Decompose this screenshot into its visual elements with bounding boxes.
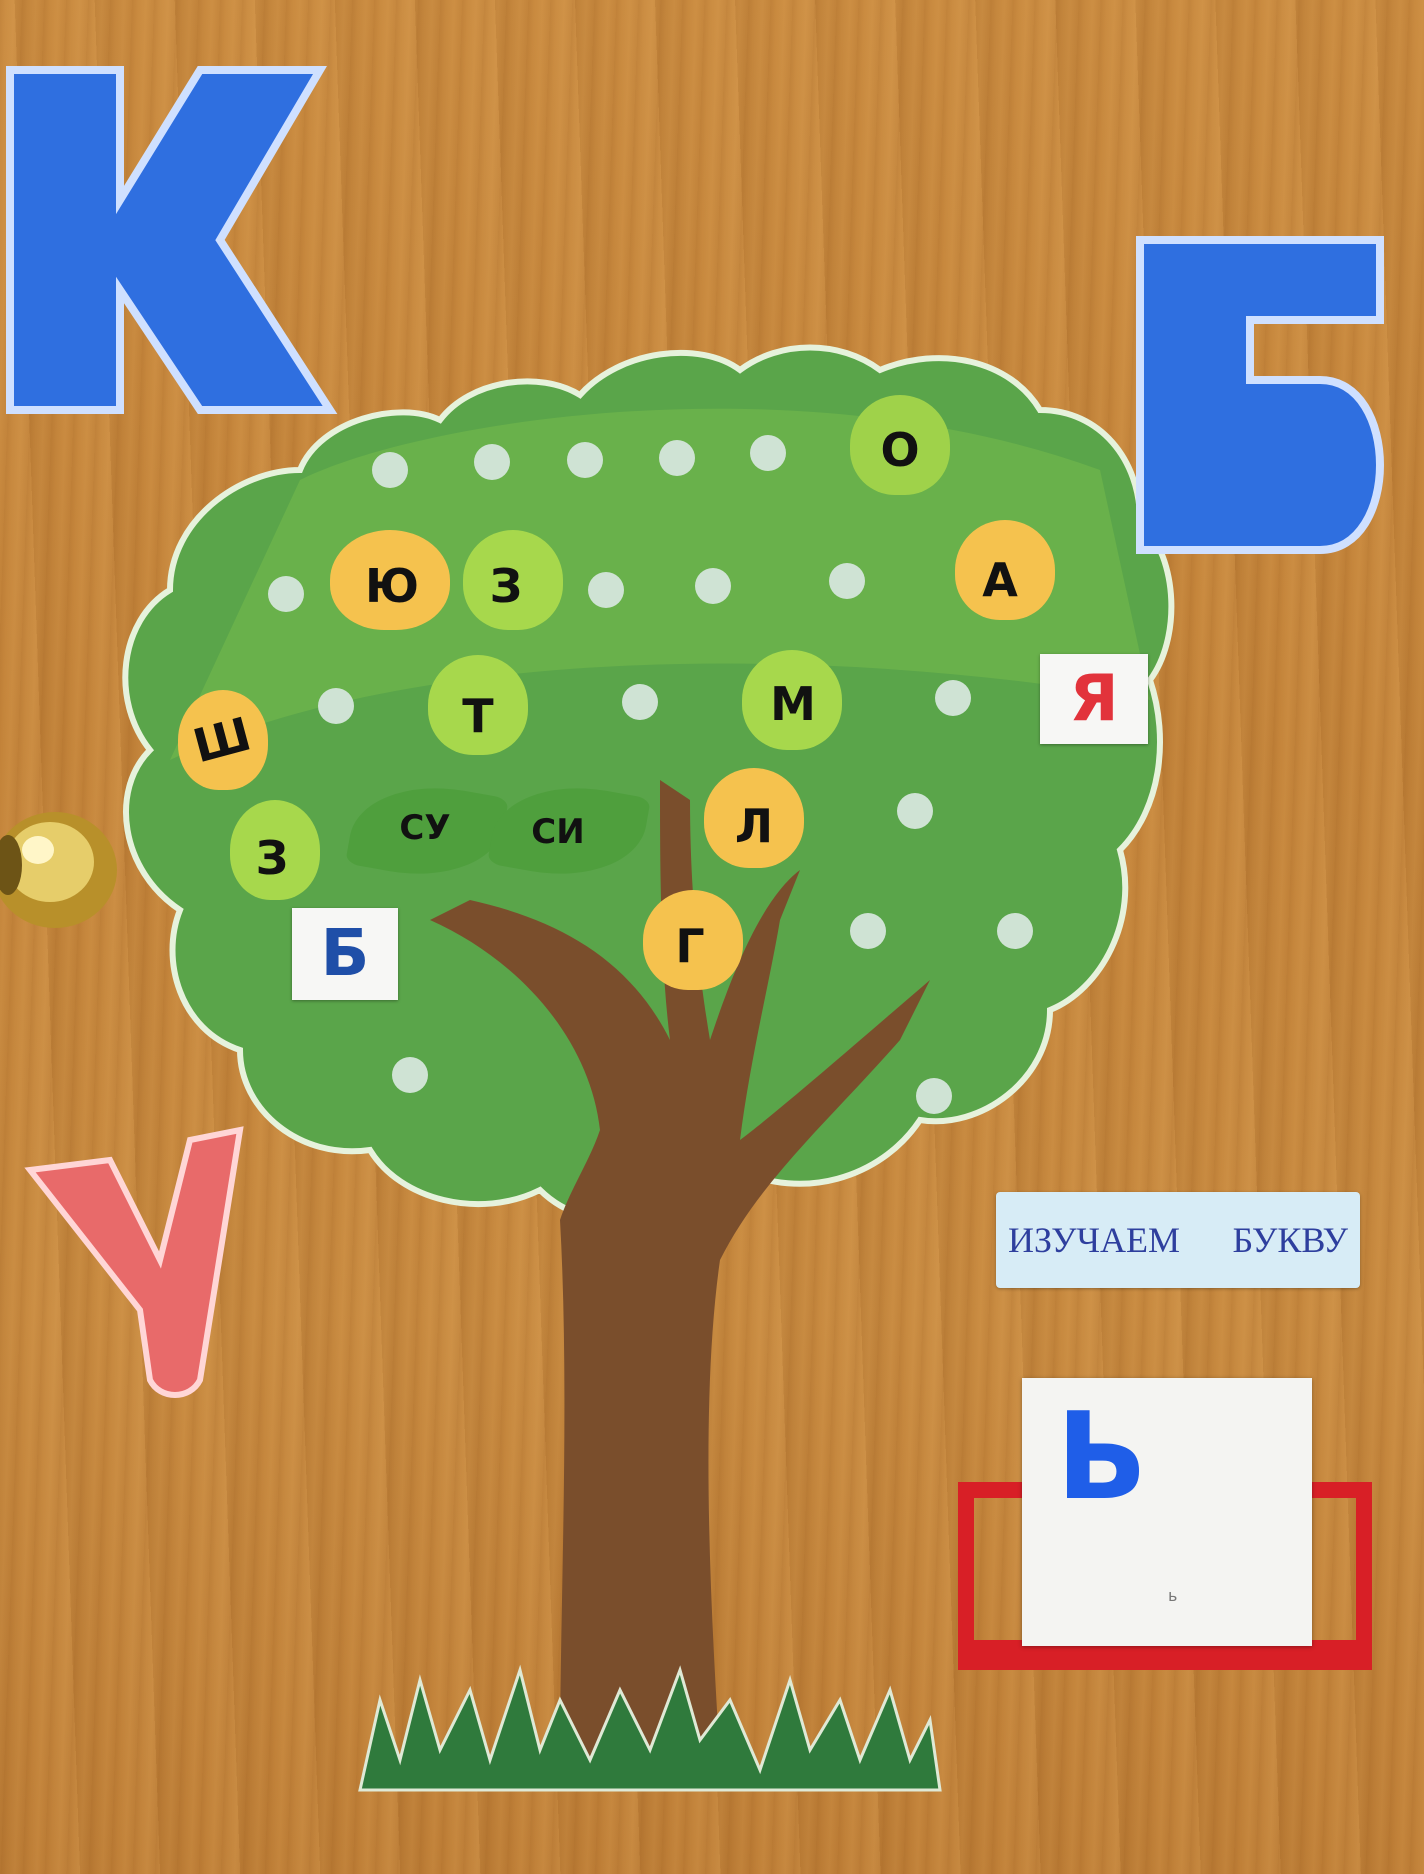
letter-card-b (292, 908, 398, 1000)
pocket-small-letter: ь (1168, 1586, 1178, 1605)
pear-letter: Ш (187, 706, 257, 774)
study-banner-word2: БУКВУ (1232, 1220, 1348, 1260)
door-knob (0, 812, 117, 928)
pear-letter: О (880, 423, 920, 477)
pear-letter: Г (675, 919, 705, 973)
pear-letter: М (770, 677, 816, 731)
leaf-syllable: СИ (531, 812, 585, 852)
pear-letter: З (255, 831, 289, 885)
pear-letter: А (982, 553, 1018, 607)
pear-letter: Ю (365, 559, 419, 613)
letter-card-ya (1040, 654, 1148, 744)
card-letter: Я (1069, 662, 1119, 736)
card-letter: Б (320, 917, 370, 991)
leaf-syllable: СУ (399, 808, 451, 848)
study-banner (996, 1192, 1360, 1288)
pocket-letter: Ь (1056, 1388, 1148, 1527)
pear-letter: Л (734, 799, 774, 853)
pear-letter: Т (462, 689, 494, 743)
study-banner-word1: ИЗУЧАЕМ (1008, 1220, 1181, 1260)
pear-letter: З (489, 559, 523, 613)
